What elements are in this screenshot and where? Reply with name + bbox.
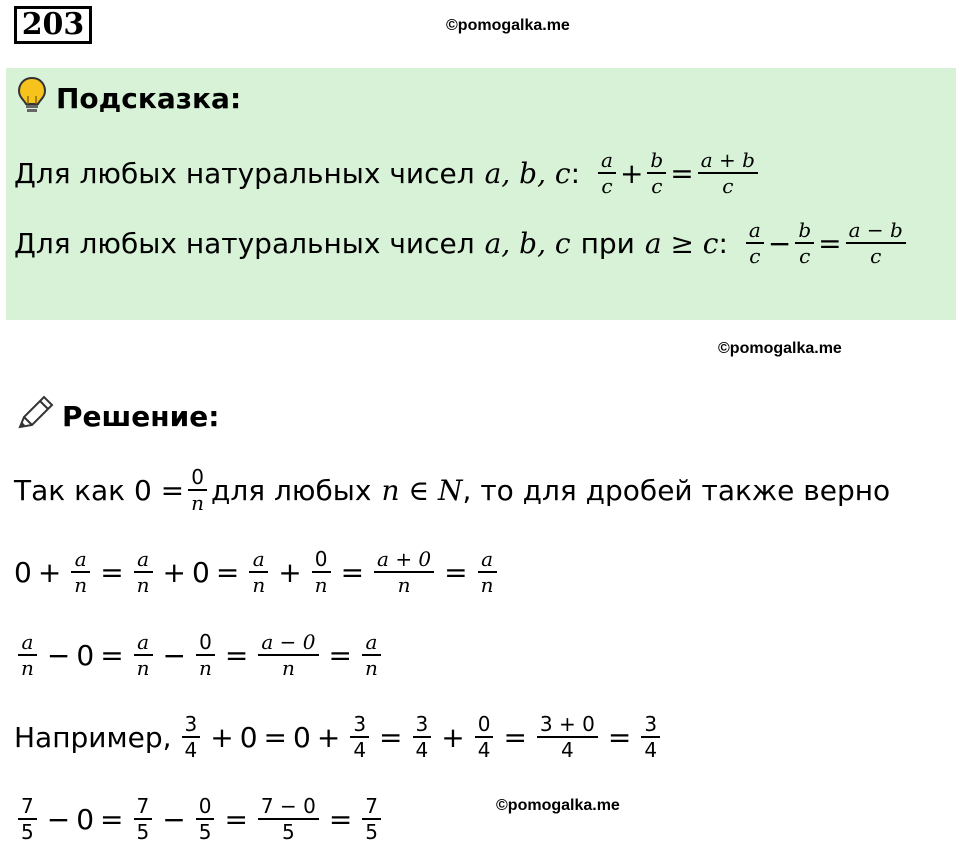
solution-title: Решение: bbox=[62, 399, 220, 433]
hint-line2-text: Для любых натуральных чисел bbox=[14, 226, 475, 260]
solution-example-subtraction bbox=[14, 784, 385, 854]
equals-sign: = bbox=[607, 720, 632, 754]
solution-subtraction-identity bbox=[14, 620, 385, 690]
watermark-bottom: ©pomogalka.me bbox=[496, 797, 620, 814]
zero: 0 bbox=[293, 720, 311, 754]
watermark-top: ©pomogalka.me bbox=[446, 17, 570, 34]
fraction-sum-over-c: $\frac{a + b}{c}$ bbox=[698, 148, 758, 198]
fraction-a-over-n: $\frac{a}{n}$ bbox=[249, 547, 268, 597]
equals-sign: = bbox=[379, 720, 403, 754]
hint-vars: a, b, c bbox=[484, 156, 571, 190]
equals-sign: = bbox=[328, 802, 353, 836]
solution-example-addition bbox=[14, 702, 664, 772]
fraction-a-over-n: $\frac{a}{n}$ bbox=[478, 547, 497, 597]
intro-middle: для любых bbox=[211, 473, 372, 507]
fraction-0-over-4: $\frac{0}{4}$ bbox=[475, 712, 494, 762]
fraction-a-over-n: $\frac{a}{n}$ bbox=[362, 630, 381, 680]
fraction-a-over-n: $\frac{a}{n}$ bbox=[134, 630, 153, 680]
fraction-0-over-n: $\frac{0}{n}$ bbox=[188, 465, 207, 515]
zero: 0 bbox=[14, 555, 32, 589]
intro-after: , то для дробей также верно bbox=[462, 473, 891, 507]
fraction-b-over-c: $\frac{b}{c}$ bbox=[795, 218, 814, 268]
equals-sign: = bbox=[263, 720, 288, 754]
example-label: Например, bbox=[14, 720, 172, 754]
equals-sign: = bbox=[818, 226, 842, 260]
equals-sign: = bbox=[340, 555, 365, 589]
minus-sign: − bbox=[767, 226, 792, 260]
zero: 0 bbox=[192, 555, 210, 589]
plus-sign: + bbox=[441, 720, 465, 754]
minus-sign: − bbox=[46, 638, 71, 672]
equals-sign: = bbox=[224, 638, 249, 672]
equals-sign: = bbox=[100, 638, 124, 672]
fraction-3-over-4: $\frac{3}{4}$ bbox=[182, 712, 201, 762]
fraction-a-over-n: $\frac{a}{n}$ bbox=[71, 547, 90, 597]
fraction-a-over-n: $\frac{a}{n}$ bbox=[134, 547, 153, 597]
pencil-icon bbox=[16, 395, 54, 438]
hint-box bbox=[6, 68, 956, 320]
minus-sign: − bbox=[46, 802, 71, 836]
hint-header bbox=[16, 78, 241, 118]
fraction-a-plus-0-over-n: $\frac{a + 0}{n}$ bbox=[374, 547, 434, 597]
colon: : bbox=[718, 226, 728, 260]
zero: 0 bbox=[239, 720, 258, 754]
hint-rule-subtraction bbox=[14, 208, 910, 278]
fraction-7-over-5: $\frac{7}{5}$ bbox=[18, 794, 37, 844]
fraction-7-minus-0-over-5: $\frac{7 - 0}{5}$ bbox=[258, 794, 319, 844]
problem-number: 203 bbox=[14, 6, 92, 44]
fraction-a-minus-0-over-n: $\frac{a - 0}{n}$ bbox=[258, 630, 318, 680]
minus-sign: − bbox=[162, 802, 186, 836]
intro-before: Так как 0 = bbox=[14, 473, 185, 507]
hint-when: при bbox=[580, 226, 635, 260]
fraction-3-over-4: $\frac{3}{4}$ bbox=[641, 712, 660, 762]
solution-header bbox=[16, 396, 219, 436]
fraction-7-over-5: $\frac{7}{5}$ bbox=[362, 794, 381, 844]
colon: : bbox=[570, 156, 580, 190]
equals-sign: = bbox=[100, 802, 124, 836]
solution-addition-identity bbox=[14, 537, 501, 607]
hint-line1-text: Для любых натуральных чисел bbox=[14, 156, 475, 190]
plus-sign: + bbox=[278, 555, 302, 589]
fraction-7-over-5: $\frac{7}{5}$ bbox=[134, 794, 153, 844]
fraction-0-over-5: $\frac{0}{5}$ bbox=[196, 794, 215, 844]
equals-sign: = bbox=[670, 156, 694, 190]
solution-intro bbox=[14, 455, 890, 525]
equals-sign: = bbox=[328, 638, 352, 672]
lightbulb-icon bbox=[16, 76, 48, 121]
hint-vars: a, b, c bbox=[484, 226, 571, 260]
fraction-a-over-c: $\frac{a}{c}$ bbox=[598, 148, 616, 198]
equals-sign: = bbox=[215, 555, 240, 589]
fraction-a-over-n: $\frac{a}{n}$ bbox=[18, 630, 37, 680]
fraction-3-over-4: $\frac{3}{4}$ bbox=[413, 712, 432, 762]
plus-sign: + bbox=[37, 555, 62, 589]
plus-sign: + bbox=[210, 720, 234, 754]
fraction-diff-over-c: $\frac{a - b}{c}$ bbox=[846, 218, 906, 268]
watermark-middle: ©pomogalka.me bbox=[718, 340, 842, 357]
plus-sign: + bbox=[162, 555, 187, 589]
equals-sign: = bbox=[224, 802, 248, 836]
hint-rule-addition bbox=[14, 138, 762, 208]
fraction-3-plus-0-over-4: $\frac{3 + 0}{4}$ bbox=[537, 712, 598, 762]
fraction-a-over-c: $\frac{a}{c}$ bbox=[746, 218, 764, 268]
zero: 0 bbox=[76, 802, 95, 836]
plus-sign: + bbox=[619, 156, 644, 190]
minus-sign: − bbox=[162, 638, 187, 672]
plus-sign: + bbox=[316, 720, 341, 754]
hint-condition: a ≥ c bbox=[644, 226, 719, 260]
fraction-b-over-c: $\frac{b}{c}$ bbox=[647, 148, 666, 198]
equals-sign: = bbox=[100, 555, 124, 589]
zero: 0 bbox=[76, 638, 95, 672]
equals-sign: = bbox=[444, 555, 468, 589]
hint-title: Подсказка: bbox=[56, 81, 242, 115]
fraction-0-over-n: $\frac{0}{n}$ bbox=[196, 630, 215, 680]
equals-sign: = bbox=[503, 720, 527, 754]
fraction-0-over-n: $\frac{0}{n}$ bbox=[312, 547, 331, 597]
intro-set: n ∈ N bbox=[381, 473, 463, 507]
fraction-3-over-4: $\frac{3}{4}$ bbox=[350, 712, 369, 762]
